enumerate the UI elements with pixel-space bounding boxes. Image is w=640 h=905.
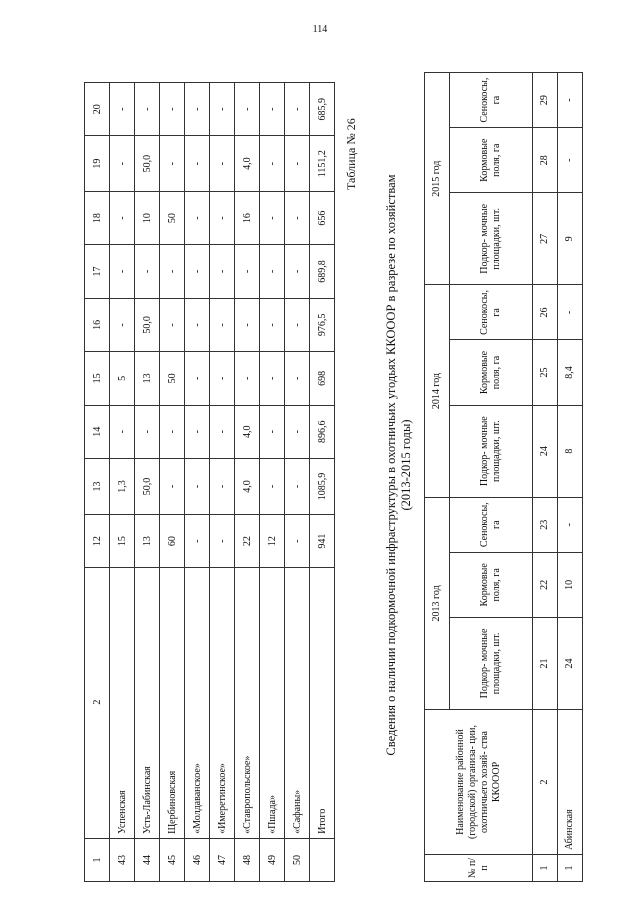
table-cell: - bbox=[210, 245, 235, 298]
table-cell: - bbox=[185, 298, 210, 351]
table-row bbox=[235, 83, 260, 882]
table-title: Сведения о наличии подкормочной инфраструктуры в охотничьих угодьях ККОООР в разрезе по хозяйствам (2013-2015 годы) bbox=[384, 174, 413, 756]
table-cell: - bbox=[260, 83, 285, 136]
table-cell: - bbox=[185, 352, 210, 405]
table-cell: - bbox=[110, 405, 135, 458]
table-cell: 24 bbox=[533, 405, 558, 497]
table-cell: - bbox=[285, 352, 310, 405]
table-cell: 10 bbox=[135, 191, 160, 244]
table-cell: 60 bbox=[160, 514, 185, 567]
table-cell: 9 bbox=[558, 193, 583, 285]
table-cell: 26 bbox=[533, 285, 558, 340]
table-cell: 15 bbox=[110, 514, 135, 567]
table-cell: 16 bbox=[235, 191, 260, 244]
table-cell: - bbox=[210, 514, 235, 567]
table-cell: - bbox=[558, 285, 583, 340]
table-cell: - bbox=[260, 136, 285, 191]
table-cell: 2 bbox=[85, 568, 110, 839]
table-cell: - bbox=[210, 191, 235, 244]
table-cell: 12 bbox=[85, 514, 110, 567]
table-cell: 15 bbox=[85, 352, 110, 405]
table-cell: «Имеретинское» bbox=[210, 568, 235, 839]
table-cell: - bbox=[160, 405, 185, 458]
table-cell: - bbox=[210, 352, 235, 405]
table-cell bbox=[310, 838, 335, 881]
table-cell: 1 bbox=[85, 838, 110, 881]
table-cell: 13 bbox=[135, 352, 160, 405]
table-cell: - bbox=[185, 405, 210, 458]
table-cell: - bbox=[285, 298, 310, 351]
table-cell: 689,8 bbox=[310, 245, 335, 298]
year-header: 2015 год bbox=[425, 73, 450, 285]
table-cell: - bbox=[285, 405, 310, 458]
subcolumn-header: Подкор- мочные площадки, шт. bbox=[450, 405, 533, 497]
table-cell: 1 bbox=[533, 855, 558, 882]
table-cell: 21 bbox=[533, 617, 558, 709]
table-cell: - bbox=[185, 245, 210, 298]
table-cell: - bbox=[110, 245, 135, 298]
table-cell: 25 bbox=[533, 340, 558, 405]
table-cell: 8 bbox=[558, 405, 583, 497]
table-row bbox=[260, 83, 285, 882]
table-cell: - bbox=[135, 245, 160, 298]
table-cell: - bbox=[160, 245, 185, 298]
table-cell: 12 bbox=[260, 514, 285, 567]
table-cell: 45 bbox=[160, 838, 185, 881]
subcolumn-header: Подкор- мочные площадки, шт. bbox=[450, 617, 533, 709]
table-cell: - bbox=[235, 245, 260, 298]
table-cell: - bbox=[285, 245, 310, 298]
table-cell: - bbox=[160, 83, 185, 136]
table-cell: 23 bbox=[533, 497, 558, 552]
table-cell: - bbox=[110, 191, 135, 244]
table-row bbox=[285, 83, 310, 882]
table-row bbox=[110, 83, 135, 882]
table-cell: - bbox=[260, 352, 285, 405]
table-cell: - bbox=[558, 497, 583, 552]
table-cell: Абинская bbox=[558, 710, 583, 855]
table-cell: - bbox=[235, 83, 260, 136]
subcolumn-header: Кормовые поля, га bbox=[450, 552, 533, 617]
table-cell: 46 bbox=[185, 838, 210, 881]
table-cell: - bbox=[260, 191, 285, 244]
table-cell: - bbox=[260, 458, 285, 514]
table-cell: - bbox=[185, 514, 210, 567]
table-cell: - bbox=[160, 298, 185, 351]
table-cell: - bbox=[260, 405, 285, 458]
table-cell: 18 bbox=[85, 191, 110, 244]
table-cell: 1 bbox=[558, 855, 583, 882]
table-row bbox=[135, 83, 160, 882]
table-cell: 27 bbox=[533, 193, 558, 285]
table-cell: - bbox=[110, 298, 135, 351]
table-row bbox=[558, 73, 583, 882]
table-total-row bbox=[310, 83, 335, 882]
table-cell: 19 bbox=[85, 136, 110, 191]
table-cell: - bbox=[235, 298, 260, 351]
table-cell: 50 bbox=[160, 191, 185, 244]
table-cell: 24 bbox=[558, 617, 583, 709]
subcolumn-header: Кормовые поля, га bbox=[450, 128, 533, 193]
table-cell: - bbox=[135, 83, 160, 136]
table-cell: - bbox=[285, 191, 310, 244]
subcolumn-header: Сенокосы, га bbox=[450, 285, 533, 340]
table-row bbox=[185, 83, 210, 882]
table-cell: 4,0 bbox=[235, 458, 260, 514]
table-cell: 976,5 bbox=[310, 298, 335, 351]
table-cell: - bbox=[110, 83, 135, 136]
table-cell: - bbox=[160, 458, 185, 514]
subcolumn-header: Кормовые поля, га bbox=[450, 340, 533, 405]
column-header-number: № п/п bbox=[425, 855, 533, 882]
table-cell: - bbox=[558, 73, 583, 128]
table-row bbox=[160, 83, 185, 882]
table-cell: - bbox=[285, 514, 310, 567]
table-cell: 50,0 bbox=[135, 298, 160, 351]
table-cell: - bbox=[558, 128, 583, 193]
table-cell: Щербиновская bbox=[160, 568, 185, 839]
table-row bbox=[210, 83, 235, 882]
table-cell: 13 bbox=[135, 514, 160, 567]
table-cell: 47 bbox=[210, 838, 235, 881]
table-cell: - bbox=[285, 83, 310, 136]
subcolumn-header: Сенокосы, га bbox=[450, 497, 533, 552]
rotated-page bbox=[72, 40, 612, 890]
table-cell: - bbox=[135, 405, 160, 458]
table-cell: Усть-Лабинская bbox=[135, 568, 160, 839]
table-cell: 22 bbox=[533, 552, 558, 617]
table-cell: - bbox=[285, 458, 310, 514]
table-cell: «Сафаны» bbox=[285, 568, 310, 839]
table-cell: 1085,9 bbox=[310, 458, 335, 514]
table-cell: - bbox=[210, 458, 235, 514]
table-cell: 50 bbox=[285, 838, 310, 881]
table-cell: - bbox=[185, 136, 210, 191]
table-cell: - bbox=[210, 136, 235, 191]
table-cell: - bbox=[210, 298, 235, 351]
table-cell: 50 bbox=[160, 352, 185, 405]
table-cell: 5 bbox=[110, 352, 135, 405]
table-infrastructure bbox=[424, 72, 583, 882]
table-cell: 896,6 bbox=[310, 405, 335, 458]
table-cell: Успенская bbox=[110, 568, 135, 839]
table-cell: 16 bbox=[85, 298, 110, 351]
table-cell: 28 bbox=[533, 128, 558, 193]
table-cell: 4,0 bbox=[235, 136, 260, 191]
table-cell: 17 bbox=[85, 245, 110, 298]
column-header-name: Наименование районной (городской) организа- ции, охотничьего хозяй- ства ККОООР bbox=[425, 710, 533, 855]
table-cell: 685,9 bbox=[310, 83, 335, 136]
table-cell: 4,0 bbox=[235, 405, 260, 458]
table-cell: 44 bbox=[135, 838, 160, 881]
subcolumn-header: Сенокосы, га bbox=[450, 73, 533, 128]
total-label: Итого bbox=[310, 568, 335, 839]
table-cell: 1151,2 bbox=[310, 136, 335, 191]
table-cell: - bbox=[185, 458, 210, 514]
table-cell: 13 bbox=[85, 458, 110, 514]
table-continuation bbox=[84, 82, 335, 882]
table-cell: 656 bbox=[310, 191, 335, 244]
table-cell: «Ставропольское» bbox=[235, 568, 260, 839]
table-cell: - bbox=[235, 352, 260, 405]
table-cell: - bbox=[185, 83, 210, 136]
table-header-row bbox=[85, 83, 110, 882]
table-cell: 29 bbox=[533, 73, 558, 128]
page-number: 114 bbox=[312, 24, 328, 35]
year-header: 2013 год bbox=[425, 497, 450, 709]
table-label: Таблица № 26 bbox=[344, 118, 358, 190]
column-numbering-row bbox=[533, 73, 558, 882]
table-cell: 2 bbox=[533, 710, 558, 855]
table-cell: 49 bbox=[260, 838, 285, 881]
table-cell: 22 bbox=[235, 514, 260, 567]
table-header-row bbox=[425, 73, 450, 882]
table-cell: 20 bbox=[85, 83, 110, 136]
table-cell: 50,0 bbox=[135, 136, 160, 191]
table-cell: 14 bbox=[85, 405, 110, 458]
table-cell: 698 bbox=[310, 352, 335, 405]
table-cell: - bbox=[110, 136, 135, 191]
table-cell: - bbox=[210, 405, 235, 458]
table-cell: «Пшада» bbox=[260, 568, 285, 839]
table-cell: - bbox=[185, 191, 210, 244]
table-cell: 941 bbox=[310, 514, 335, 567]
table-cell: 48 bbox=[235, 838, 260, 881]
table-cell: 43 bbox=[110, 838, 135, 881]
table-cell: - bbox=[260, 298, 285, 351]
table-cell: - bbox=[260, 245, 285, 298]
subcolumn-header: Подкор- мочные площадки, шт. bbox=[450, 193, 533, 285]
table-cell: - bbox=[160, 136, 185, 191]
table-cell: «Молдаванское» bbox=[185, 568, 210, 839]
table-cell: 1,3 bbox=[110, 458, 135, 514]
table-cell: 10 bbox=[558, 552, 583, 617]
table-cell: 8,4 bbox=[558, 340, 583, 405]
table-cell: 50,0 bbox=[135, 458, 160, 514]
year-header: 2014 год bbox=[425, 285, 450, 497]
table-cell: - bbox=[285, 136, 310, 191]
table-cell: - bbox=[210, 83, 235, 136]
